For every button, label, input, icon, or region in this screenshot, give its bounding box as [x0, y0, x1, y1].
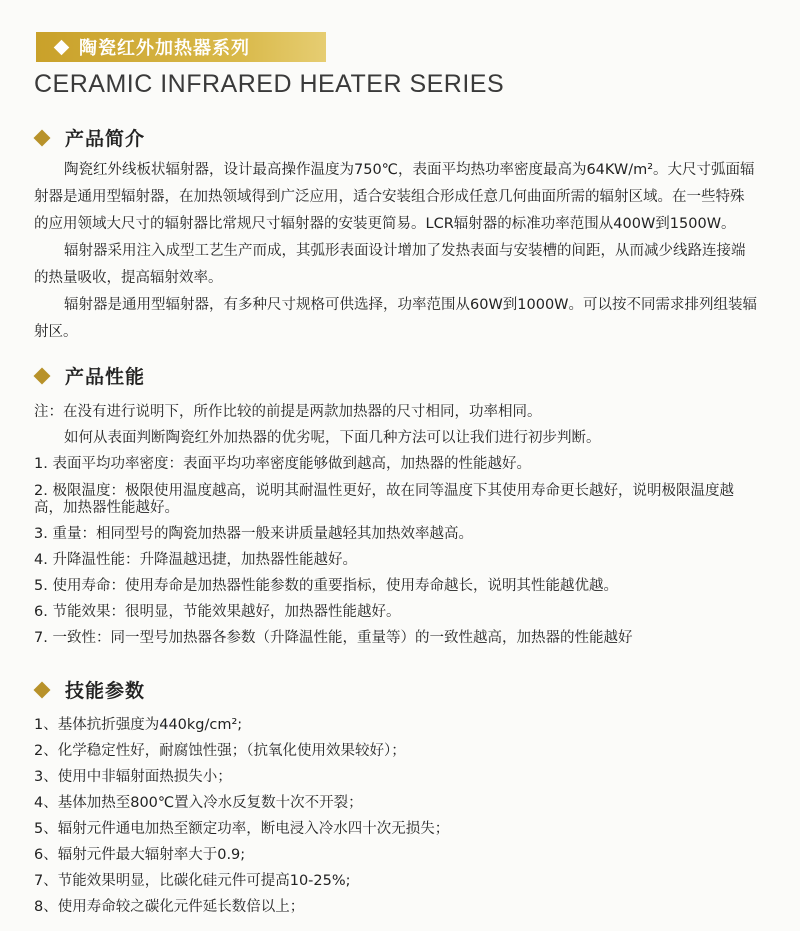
intro-text: 的热量吸收，提高辐射效率。: [34, 270, 223, 286]
intro-text: 射器是通用型辐射器，在加热领域得到广泛应用，适合安装组合形成任意几何曲面所需的辐射区域。在一些特殊: [34, 189, 745, 205]
list-item: 1. 表面平均功率密度：表面平均功率密度能够做到越高，加热器的性能越好。: [34, 456, 531, 472]
spec-item: 2、化学稳定性好，耐腐蚀性强；（抗氧化使用效果较好）；: [34, 743, 406, 759]
spec-item: 5、辐射元件通电加热至额定功率，断电浸入冷水四十次无损失；: [34, 821, 450, 837]
intro-text: 如何从表面判断陶瓷红外加热器的优劣呢，下面几种方法可以让我们进行初步判断。: [64, 430, 601, 446]
english-title: CERAMIC INFRARED HEATER SERIES: [34, 70, 505, 98]
series-banner: [36, 32, 326, 62]
diamond-icon: [34, 129, 51, 146]
intro-text: 射区。: [34, 324, 78, 340]
list-item: 6. 节能效果：很明显，节能效果越好，加热器性能越好。: [34, 604, 401, 620]
spec-item: 3、使用中非辐射面热损失小；: [34, 769, 232, 785]
intro-text: 辐射器采用注入成型工艺生产而成，其弧形表面设计增加了发热表面与安装槽的间距，从而减少线路连接端: [64, 243, 746, 259]
intro-text: 辐射器是通用型辐射器，有多种尺寸规格可供选择，功率范围从60W到1000W。可以按不同需求排列组装辐: [64, 297, 758, 313]
list-item: 3. 重量：相同型号的陶瓷加热器一般来讲质量越轻其加热效率越高。: [34, 526, 473, 542]
section-heading-specs: [36, 676, 145, 703]
diamond-icon: [34, 681, 51, 698]
spec-item: 7、节能效果明显，比碳化硅元件可提高10-25%;: [34, 873, 351, 889]
note-text: 注：在没有进行说明下，所作比较的前提是两款加热器的尺寸相同，功率相同。: [34, 404, 542, 420]
intro-text: 陶瓷红外线板状辐射器，设计最高操作温度为750℃，表面平均热功率密度最高为64KW/m²。大尺寸弧面辐: [64, 162, 755, 178]
diamond-icon: [34, 367, 51, 384]
spec-item: 6、辐射元件最大辐射率大于0.9;: [34, 847, 246, 863]
section-heading-intro: [36, 124, 145, 151]
section-title: 产品性能: [65, 366, 146, 388]
list-item: 高，加热器性能越好。: [34, 500, 179, 516]
list-item: 2. 极限温度：极限使用温度越高，说明其耐温性更好，故在同等温度下其使用寿命更长越好，说明极限温度越: [34, 483, 734, 499]
intro-text: 的应用领域大尺寸的辐射器比常规尺寸辐射器的安装更简易。LCR辐射器的标准功率范围从400W到1500W。: [34, 216, 736, 232]
section-heading-performance: [36, 362, 145, 389]
list-item: 5. 使用寿命：使用寿命是加热器性能参数的重要指标，使用寿命越长，说明其性能越优越。: [34, 578, 618, 594]
spec-item: 4、基体加热至800℃置入冷水反复数十次不开裂；: [34, 795, 363, 811]
spec-item: 8、使用寿命较之碳化元件延长数倍以上；: [34, 899, 305, 915]
list-item: 7. 一致性：同一型号加热器各参数（升降温性能，重量等）的一致性越高，加热器的性能越好: [34, 630, 633, 646]
series-title: 陶瓷红外加热器系列: [79, 38, 250, 59]
section-title: 技能参数: [65, 680, 146, 702]
list-item: 4. 升降温性能：升降温越迅捷，加热器性能越好。: [34, 552, 357, 568]
diamond-icon: [54, 39, 70, 55]
spec-item: 1、基体抗折强度为440kg/cm²;: [34, 717, 243, 733]
section-title: 产品简介: [65, 128, 146, 150]
